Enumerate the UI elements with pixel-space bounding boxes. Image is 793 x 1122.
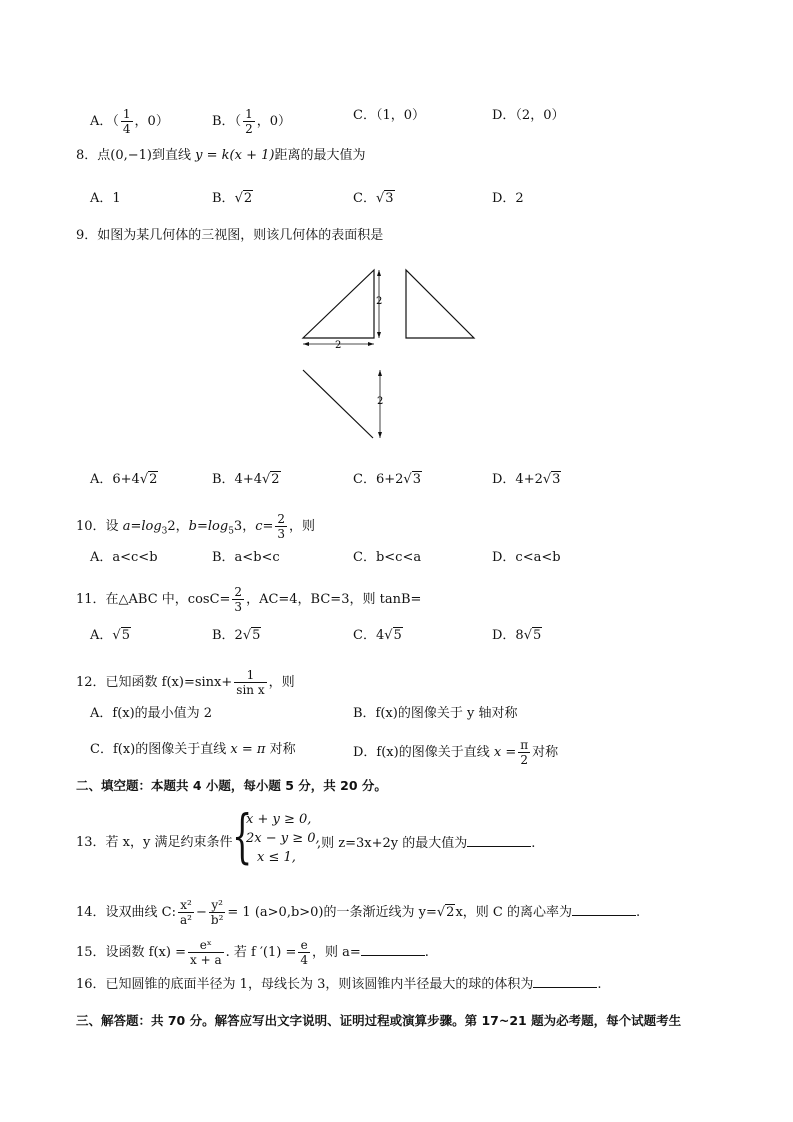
q12-option-d: D．f(x)的图像关于直线 x = $\frac{\pi}{2}$ 对称	[353, 738, 559, 767]
q8-option-a: A．1	[90, 191, 121, 206]
q8-option-c: C．√3	[353, 191, 394, 206]
q7-option-a: A．（ $\frac{1}{4}$ ，0）	[90, 107, 169, 136]
q16-answer-blank[interactable]	[533, 975, 597, 988]
q13-stem-suffix: ,则 z=3x+2y 的最大值为 .	[317, 836, 536, 851]
q16-stem: 16．已知圆锥的底面半径为 1，母线长为 3，则该圆锥内半径最大的球的体积为 .	[76, 977, 602, 992]
top-view-diagonal	[303, 370, 373, 438]
q10-option-d: D．c<a<b	[492, 550, 561, 565]
q8-stem: 8．点(0,−1)到直线 y = k(x + 1)距离的最大值为	[76, 148, 366, 163]
q9-option-c: C．6+2√3	[353, 472, 421, 487]
brace-icon: {	[232, 802, 253, 870]
q12-stem: 12．已知函数 f(x)=sinx+ $\frac{1}{\text{sin x}}$ ，则	[76, 668, 295, 697]
front-view-triangle	[303, 270, 374, 338]
q8-option-b: B．√2	[212, 191, 253, 206]
q7-option-c: C．（1，0）	[353, 108, 425, 123]
q11-stem: 11．在△ABC 中，cosC= $\frac{2}{3}$ ，AC=4，BC=3，则 tanB=	[76, 585, 422, 614]
q11-option-c: C．4√5	[353, 628, 402, 643]
q10-stem: 10．设 $a=\log_32$，$b=\log_53$，c= $\frac{2}{3}$ ，则	[76, 512, 316, 541]
q11-option-b: B．2√5	[212, 628, 261, 643]
q12-option-a: A．f(x)的最小值为 2	[90, 706, 213, 721]
q7-option-b: B．（ $\frac{1}{2}$ ，0）	[212, 107, 291, 136]
q9-stem: 9．如图为某几何体的三视图，则该几何体的表面积是	[76, 228, 384, 243]
q15-answer-blank[interactable]	[361, 943, 425, 956]
q7-option-d: D．（2，0）	[492, 108, 565, 123]
q9-option-d: D．4+2√3	[492, 472, 561, 487]
dim-label-height: 2	[376, 296, 383, 307]
q10-option-c: C．b<c<a	[353, 550, 422, 565]
q10-option-a: A．a<c<b	[90, 550, 158, 565]
q12-option-c: C．f(x)的图像关于直线 x = π 对称	[90, 742, 296, 757]
q8-option-d: D．2	[492, 191, 524, 206]
dim-label-width: 2	[335, 340, 342, 351]
q13-answer-blank[interactable]	[467, 834, 531, 847]
section-3-heading: 三、解答题：共 70 分。解答应写出文字说明、证明过程或演算步骤。第 17~21 题为必考题，每个试题考生	[76, 1013, 682, 1028]
q12-option-b: B．f(x)的图像关于 y 轴对称	[353, 706, 518, 721]
side-view-triangle	[406, 270, 474, 338]
three-view-figure	[298, 266, 498, 441]
q10-option-b: B．a<b<c	[212, 550, 280, 565]
q14-stem: 14．设双曲线 C: $\frac{\text{x²}}{\text{a²}}$ − $\frac{\text{y²}}{\text{b²}}$ = 1 (a>0,b>0)的一条渐近线为 y=√2x，则 C 的离心率为 .	[76, 898, 641, 927]
q9-option-b: B．4+4√2	[212, 472, 280, 487]
section-2-heading: 二、填空题：本题共 4 小题，每小题 5 分，共 20 分。	[76, 778, 387, 793]
q11-option-a: A．√5	[90, 628, 130, 643]
q14-answer-blank[interactable]	[572, 903, 636, 916]
q15-stem: 15．设函数 f(x) = $\frac{\text{eˣ}}{x + a}$ . 若 f ′(1) = $\frac{e}{4}$ ，则 a= .	[76, 938, 429, 967]
q13-stem-prefix: 13．若 x，y 满足约束条件	[76, 835, 233, 850]
q9-option-a: A．6+4√2	[90, 472, 158, 487]
dim-label-top: 2	[377, 396, 384, 407]
q11-option-d: D．8√5	[492, 628, 542, 643]
